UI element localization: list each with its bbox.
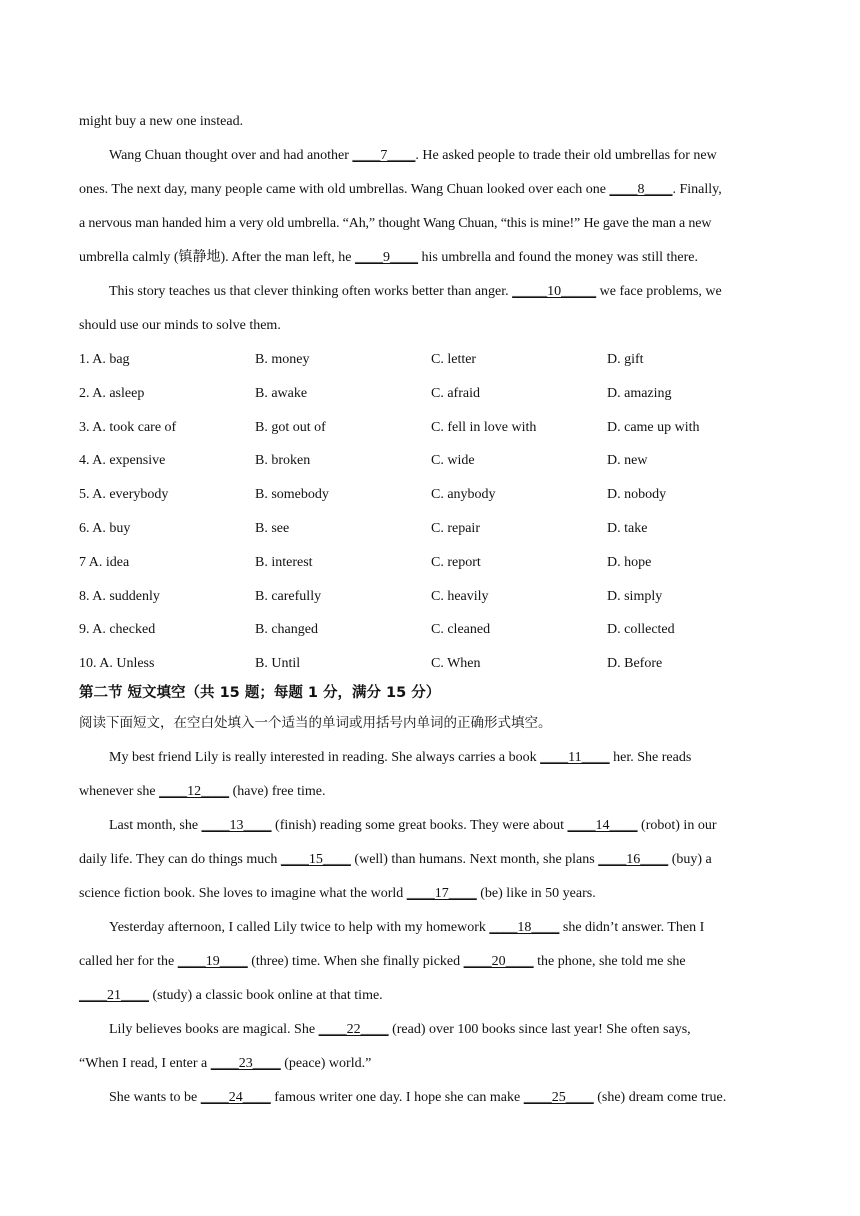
option-d: D. gift xyxy=(607,352,644,367)
text: might buy a new one instead. xyxy=(79,114,244,129)
section-title: 第二节 短文填空（共 15 题；每题 1 分，满分 15 分） xyxy=(79,685,441,701)
option-b: B. got out of xyxy=(255,419,326,435)
option-b: B. changed xyxy=(255,622,318,638)
blank-8: ____8____ xyxy=(609,182,673,197)
passage2-line-8 xyxy=(79,988,383,1004)
text: “When I read, I enter a xyxy=(79,1056,211,1071)
option-d: D. came up with xyxy=(607,419,700,435)
passage2-line-11 xyxy=(79,1090,726,1106)
option-b: B. somebody xyxy=(255,487,329,503)
option-d: D. take xyxy=(607,521,648,536)
option-c: C. anybody xyxy=(431,487,496,503)
option-row xyxy=(79,420,784,436)
option-a: 8. A. suddenly xyxy=(79,588,160,604)
blank-22: ____22____ xyxy=(318,1022,389,1037)
blank-19: ____19____ xyxy=(177,954,248,969)
passage2-line-3 xyxy=(79,818,716,834)
passage2-line-5 xyxy=(79,886,596,902)
text: My best friend Lily is really interested in reading. She always carries a book xyxy=(109,750,541,765)
text: called her for the xyxy=(79,954,178,969)
option-c: C. cleaned xyxy=(431,622,491,638)
passage1-line-7 xyxy=(79,318,281,334)
text: (buy) a xyxy=(668,852,712,867)
text: Yesterday afternoon, I called Lily twice to help with my homework xyxy=(109,920,490,935)
option-row xyxy=(79,555,784,571)
text: (be) like in 50 years. xyxy=(476,886,596,901)
option-a: 2. A. asleep xyxy=(79,385,145,401)
text: a nervous man handed him a very old umbrella. “Ah,” thought Wang Chuan, “this is mine!” He gave the man a new xyxy=(79,216,712,231)
blank-10: _____10_____ xyxy=(512,284,597,299)
text: science fiction book. She loves to imagine what the world xyxy=(79,886,407,901)
blank-24: ____24____ xyxy=(200,1090,271,1105)
text: should use our minds to solve them. xyxy=(79,318,281,333)
option-a: 5. A. everybody xyxy=(79,487,169,503)
blank-21: ____21____ xyxy=(79,988,149,1003)
text: Lily believes books are magical. She xyxy=(109,1022,319,1037)
passage2-line-6 xyxy=(79,920,704,936)
blank-13: ____13____ xyxy=(201,818,272,833)
passage1-line-3 xyxy=(79,182,722,198)
option-a: 3. A. took care of xyxy=(79,419,177,435)
option-row xyxy=(79,656,784,672)
option-c: C. wide xyxy=(431,453,475,469)
text: (study) a classic book online at that time. xyxy=(149,988,383,1003)
text: (read) over 100 books since last year! She often says, xyxy=(388,1022,691,1037)
option-b: B. Until xyxy=(255,656,301,672)
blank-17: ____17____ xyxy=(406,886,477,901)
option-c: C. fell in love with xyxy=(431,419,537,435)
option-b: B. money xyxy=(255,352,310,367)
text: his umbrella and found the money was still there. xyxy=(418,250,698,265)
option-a: 10. A. Unless xyxy=(79,656,155,672)
text: (finish) reading some great books. They were about xyxy=(271,818,568,833)
passage1-line-5 xyxy=(79,250,698,266)
text: (have) free time. xyxy=(229,784,326,799)
text: umbrella calmly (镇静地). After the man left, he xyxy=(79,250,356,265)
blank-14: ____14____ xyxy=(567,818,638,833)
option-row xyxy=(79,622,784,638)
text: the phone, she told me she xyxy=(533,954,686,969)
text: Last month, she xyxy=(109,818,202,833)
text: (robot) in our xyxy=(637,818,717,833)
option-d: D. Before xyxy=(607,656,663,672)
blank-11: ____11____ xyxy=(540,750,610,765)
option-row xyxy=(79,487,784,503)
option-a: 4. A. expensive xyxy=(79,453,166,469)
passage1-line-2 xyxy=(79,148,717,164)
passage1-line-6 xyxy=(79,284,722,300)
option-d: D. simply xyxy=(607,588,663,604)
blank-25: ____25____ xyxy=(523,1090,594,1105)
blank-9: ____9____ xyxy=(355,250,419,265)
option-c: C. report xyxy=(431,554,481,570)
option-a: 9. A. checked xyxy=(79,622,156,638)
text: She wants to be xyxy=(109,1090,201,1105)
option-c: C. repair xyxy=(431,521,480,536)
passage1-line-1 xyxy=(79,114,243,130)
blank-18: ____18____ xyxy=(489,920,560,935)
text: her. She reads xyxy=(609,750,692,765)
passage1-line-4 xyxy=(79,216,711,232)
option-a: 7 A. idea xyxy=(79,554,130,570)
option-d: D. collected xyxy=(607,622,675,638)
passage2-line-7 xyxy=(79,954,686,970)
option-b: B. see xyxy=(255,521,290,536)
section-instruction: 阅读下面短文，在空白处填入一个适当的单词或用括号内单词的正确形式填空。 xyxy=(79,715,552,731)
blank-20: ____20____ xyxy=(463,954,534,969)
blank-12: ____12____ xyxy=(159,784,230,799)
blank-16: ____16____ xyxy=(598,852,669,867)
option-c: C. afraid xyxy=(431,385,480,401)
text: ones. The next day, many people came with old umbrellas. Wang Chuan looked over each one xyxy=(79,182,610,197)
option-d: D. hope xyxy=(607,554,652,570)
option-d: D. new xyxy=(607,453,648,469)
option-d: D. amazing xyxy=(607,385,672,401)
text: whenever she xyxy=(79,784,160,799)
option-c: C. letter xyxy=(431,352,477,367)
option-b: B. interest xyxy=(255,554,313,570)
option-d: D. nobody xyxy=(607,487,667,503)
blank-23: ____23____ xyxy=(210,1056,281,1071)
text: . Finally, xyxy=(672,182,722,197)
option-b: B. broken xyxy=(255,453,311,469)
text: (peace) world.” xyxy=(280,1056,372,1071)
blank-7: ____7____ xyxy=(352,148,416,163)
option-a: 6. A. buy xyxy=(79,521,131,536)
text: . He asked people to trade their old umbrellas for new xyxy=(415,148,717,163)
option-row xyxy=(79,386,784,402)
blank-15: ____15____ xyxy=(280,852,351,867)
passage2-line-10 xyxy=(79,1056,371,1072)
option-row xyxy=(79,521,784,537)
passage2-line-9 xyxy=(79,1022,691,1038)
option-b: B. carefully xyxy=(255,588,322,604)
text: This story teaches us that clever thinking often works better than anger. xyxy=(109,284,513,299)
option-c: C. When xyxy=(431,656,481,672)
text: famous writer one day. I hope she can make xyxy=(270,1090,524,1105)
option-a: 1. A. bag xyxy=(79,352,130,367)
option-b: B. awake xyxy=(255,385,308,401)
passage2-line-1 xyxy=(79,750,691,766)
option-c: C. heavily xyxy=(431,588,489,604)
text: she didn’t answer. Then I xyxy=(559,920,705,935)
option-row xyxy=(79,352,784,368)
text: daily life. They can do things much xyxy=(79,852,281,867)
text: (she) dream come true. xyxy=(593,1090,727,1105)
option-row xyxy=(79,453,784,469)
text: (well) than humans. Next month, she plans xyxy=(350,852,599,867)
text: (three) time. When she finally picked xyxy=(247,954,464,969)
passage2-line-4 xyxy=(79,852,712,868)
option-row xyxy=(79,589,784,605)
text: Wang Chuan thought over and had another xyxy=(109,148,353,163)
passage2-line-2 xyxy=(79,784,325,800)
text: we face problems, we xyxy=(596,284,722,299)
